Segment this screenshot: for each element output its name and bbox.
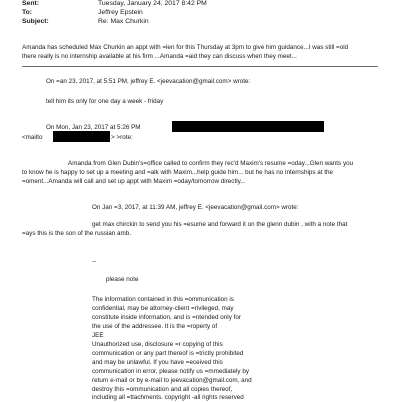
- quote-text: to know he is happy to set up a meeting and =alk with Maxim...help guide him... but he has no internships at the: [22, 169, 334, 176]
- sent-value: Tuesday, January 24, 2017 8:42 PM: [98, 0, 207, 7]
- quote-header-end: > >rote:: [111, 134, 133, 141]
- disclaimer-line: including all =ttachments. copyright -all rights reserved: [92, 394, 244, 401]
- disclaimer-line: JEE: [92, 332, 104, 339]
- quote-header: On =an 23, 2017, at 5:51 PM, jeffrey E. <jeevacation@gmail.com> wrote:: [46, 78, 251, 85]
- signature-separator: --: [92, 258, 97, 265]
- disclaimer-line: return e-mail or by e-mail to jeevacation@gmail.com, and: [92, 377, 252, 384]
- disclaimer-line: communication in error, please notify us =mmediately by: [92, 368, 249, 375]
- please-note: please note: [106, 276, 139, 283]
- to-label: To:: [22, 9, 33, 16]
- mailto-text: <mailto: [22, 134, 43, 141]
- quote-text: =oment...Amanda will call and set up appt with Maxim =oday/tomorrow directly...: [22, 178, 246, 185]
- redaction-box: [53, 131, 110, 142]
- quote-separator: [22, 66, 378, 67]
- disclaimer-line: and may be unlawful. If you have =eceived this: [92, 359, 223, 366]
- disclaimer-line: confidential, may be attorney-client =rivileged, may: [92, 305, 234, 312]
- quote-header: On Jan =3, 2017, at 11:39 AM, jeffrey E. <jeevacation@gmail.com> wrote:: [92, 204, 299, 211]
- disclaimer-line: destroy this =ommunication and all copies thereof,: [92, 386, 233, 393]
- disclaimer-line: the use of the addressee. It is the =roperty of: [92, 323, 218, 330]
- quote-text: =ays this is the son of the russian amb.: [22, 230, 132, 237]
- subject-label: Subject:: [22, 18, 49, 25]
- message-line: Amanda has scheduled Max Churkin an appt with =len for this Thursday at 3pm to give him guidance...I was still =old: [22, 44, 349, 51]
- quote-text: tell him its only for one day a week - friday: [46, 98, 164, 105]
- redaction-box: [172, 121, 324, 132]
- disclaimer-line: The information contained in this =ommunication is: [92, 296, 234, 303]
- disclaimer-line: communication or any part thereof is =trictly prohibited: [92, 350, 244, 357]
- to-value: Jeffrey Epstein: [98, 9, 143, 16]
- quote-text: Amanda from Glen Dubin's=office called to confirm they rec'd Maxim's resume =oday...Glen wants you: [68, 160, 354, 167]
- subject-value: Re: Max Churkin: [98, 18, 149, 25]
- sent-label: Sent:: [22, 0, 39, 7]
- disclaimer-line: constitute inside information, and is =ntended only for: [92, 314, 241, 321]
- message-line: there really is no internship available at his firm ...Amanda =aid they can discuss when they meet...: [22, 53, 297, 60]
- quote-text: get max chirckin to send you his =esume and forward it on the glenn dubin , with a note that: [92, 221, 348, 228]
- disclaimer-line: Unauthorized use, disclosure =r copying of this: [92, 341, 223, 348]
- quote-header: On Mon, Jan 23, 2017 at 5:26 PM: [46, 124, 141, 131]
